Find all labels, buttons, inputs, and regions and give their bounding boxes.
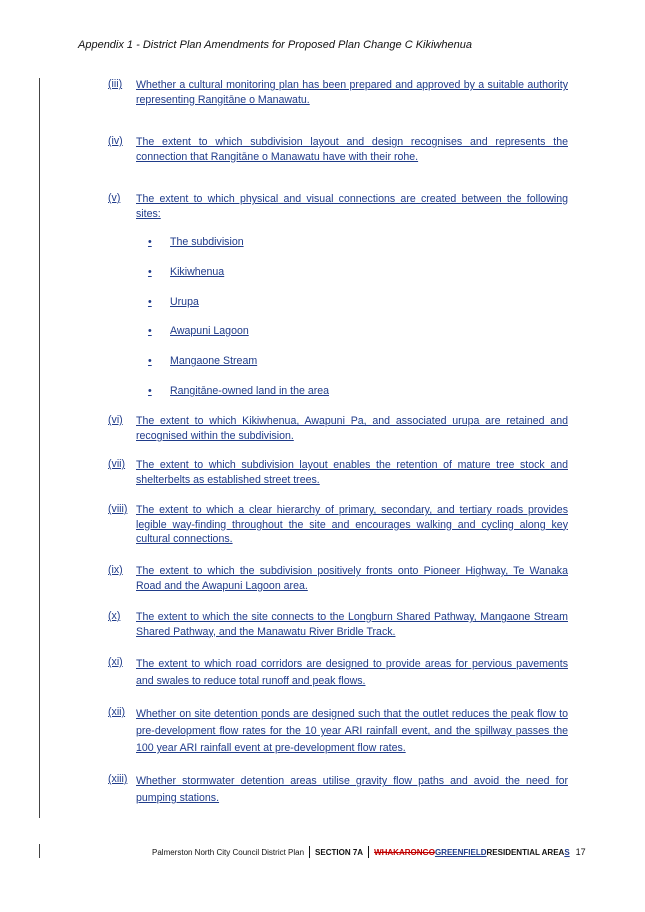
- clause-number: (xi): [108, 656, 123, 668]
- footer-struck-word: WHAKARONGO: [374, 847, 435, 857]
- site-bullet: [148, 236, 548, 248]
- footer-divider: [309, 846, 310, 858]
- footer-inserted-word: GREENFIELD: [434, 847, 487, 857]
- bullet-text: Urupa: [170, 296, 199, 308]
- site-bullet: [148, 266, 548, 278]
- bullet-text: Awapuni Lagoon: [170, 325, 249, 337]
- clause-iii: [108, 78, 568, 107]
- clause-number: (vi): [108, 414, 123, 426]
- site-bullet: [148, 355, 548, 367]
- bullet-icon: •: [148, 266, 152, 278]
- clause-xii: [108, 706, 568, 757]
- footer-divider: [368, 846, 369, 858]
- bullet-text: Kikiwhenua: [170, 266, 225, 278]
- clause-viii: [108, 503, 568, 547]
- clause-text: The extent to which subdivision layout and design recognises and represents the connection that Rangitāne o Manawatu have with their rohe.: [136, 136, 568, 163]
- clause-number: (v): [108, 192, 121, 204]
- clause-number: (ix): [108, 564, 123, 576]
- clause-number: (xiii): [108, 773, 128, 785]
- site-bullet: [148, 296, 548, 308]
- clause-number: (x): [108, 610, 121, 622]
- footer-section: SECTION 7A: [315, 847, 364, 857]
- change-margin-bar: [39, 78, 40, 818]
- clause-number: (iii): [108, 78, 123, 90]
- footer-title-suffix: S: [564, 847, 570, 857]
- clause-xiii: [108, 773, 568, 807]
- clause-text: The extent to which the subdivision positively fronts onto Pioneer Highway, Te Wanaka Road and the Awapuni Lagoon area.: [136, 565, 568, 592]
- bullet-icon: •: [148, 236, 152, 248]
- footer-plan-name: Palmerston North City Council District Plan: [152, 847, 305, 857]
- clause-vi: [108, 414, 568, 443]
- clause-v: [108, 192, 568, 221]
- page-footer: [152, 846, 586, 858]
- bullet-text: Mangaone Stream: [170, 355, 258, 367]
- bullet-icon: •: [148, 355, 152, 367]
- clause-number: (xii): [108, 706, 126, 718]
- clause-text: The extent to which Kikiwhenua, Awapuni Pa, and associated urupa are retained and recognised within the subdivision.: [136, 415, 568, 442]
- clause-x: [108, 610, 568, 639]
- clause-text: The extent to which physical and visual connections are created between the following sites:: [136, 193, 568, 220]
- page-header: Appendix 1 - District Plan Amendments for Proposed Plan Change C Kikiwhenua: [78, 39, 472, 51]
- bullet-text: Rangitāne-owned land in the area: [170, 385, 330, 397]
- site-bullet: [148, 325, 548, 337]
- clause-number: (iv): [108, 135, 123, 147]
- clause-text: Whether a cultural monitoring plan has been prepared and approved by a suitable authority representing Rangitāne o Manawatu.: [136, 79, 568, 106]
- change-margin-bar-footer: [39, 844, 40, 858]
- footer-title: RESIDENTIAL AREA: [486, 847, 565, 857]
- page-number: 17: [575, 847, 586, 857]
- clause-text: Whether stormwater detention areas utilise gravity flow paths and avoid the need for pumping stations.: [136, 775, 568, 804]
- site-bullet: [148, 385, 548, 397]
- clause-text: The extent to which a clear hierarchy of primary, secondary, and tertiary roads provides legible way-finding throughout the site and encourages walking and cycling along key cultural connections.: [136, 504, 568, 545]
- bullet-icon: •: [148, 325, 152, 337]
- clause-iv: [108, 135, 568, 164]
- bullet-icon: •: [148, 385, 152, 397]
- clause-text: The extent to which road corridors are designed to provide areas for pervious pavements and swales to reduce total runoff and peak flows.: [136, 658, 568, 687]
- clause-text: The extent to which the site connects to the Longburn Shared Pathway, Mangaone Stream Shared Pathway, and the Manawatu River Bridle Track.: [136, 611, 568, 638]
- clause-text: Whether on site detention ponds are designed such that the outlet reduces the peak flow to pre-development flow rates for the 10 year ARI rainfall event, and the spillway passes the 100 year ARI rainfall event at pre-development flow rates.: [136, 708, 568, 754]
- clause-text: The extent to which subdivision layout enables the retention of mature tree stock and shelterbelts as established street trees.: [136, 459, 568, 486]
- clause-number: (viii): [108, 503, 128, 515]
- bullet-text: The subdivision: [170, 236, 244, 248]
- clause-vii: [108, 458, 568, 487]
- clause-number: (vii): [108, 458, 126, 470]
- clause-ix: [108, 564, 568, 593]
- bullet-icon: •: [148, 296, 152, 308]
- clause-xi: [108, 656, 568, 690]
